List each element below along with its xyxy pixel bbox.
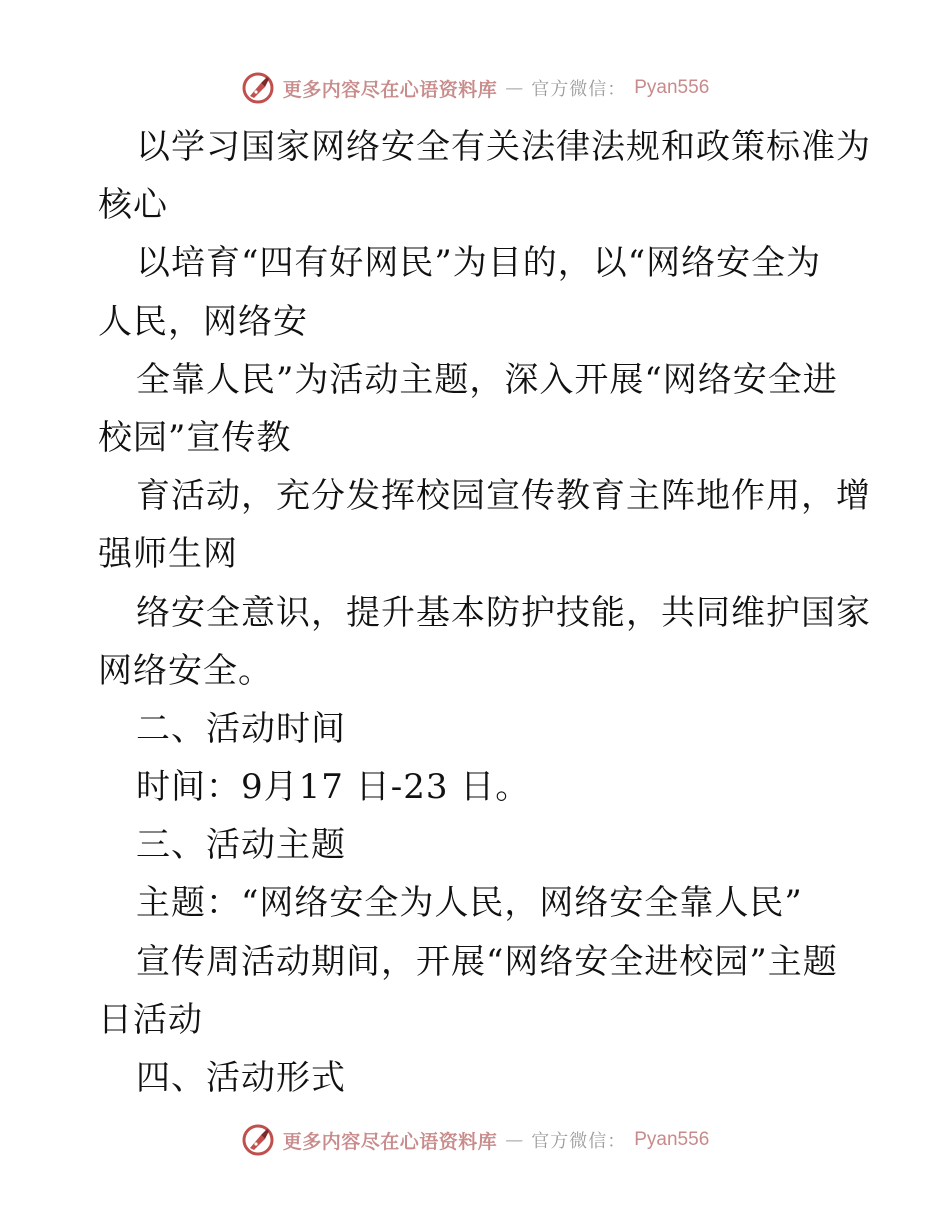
banner-title: 更多内容尽在心语资料库 <box>282 1130 498 1153</box>
banner-dash: — <box>505 1129 524 1151</box>
paragraph-line: 时间：9月17 日-23 日。 <box>136 767 531 808</box>
section-heading-activity-time: 二、活动时间 <box>136 708 346 749</box>
paragraph-line: 校园”宣传教 <box>98 417 292 458</box>
pen-nib-logo-icon <box>241 1123 275 1157</box>
banner-wechat-id: Pyan556 <box>634 77 710 98</box>
footer-watermark-banner <box>0 1120 950 1160</box>
paragraph-line: 以学习国家网络安全有关法律法规和政策标准为 <box>136 127 871 167</box>
paragraph-line: 网络安全。 <box>98 650 273 691</box>
section-heading-activity-form: 四、活动形式 <box>136 1058 346 1098</box>
header-watermark-banner <box>0 68 950 108</box>
banner-dash: — <box>505 77 524 99</box>
paragraph-line: 育活动，充分发挥校园宣传教育主阵地作用，增 <box>136 476 871 517</box>
banner-wechat-label: 官方微信： <box>531 1131 627 1152</box>
pen-nib-logo-icon <box>241 71 275 105</box>
banner-wechat-label: 官方微信： <box>531 79 627 100</box>
paragraph-line: 核心 <box>98 185 168 226</box>
section-heading-activity-theme: 三、活动主题 <box>136 825 346 866</box>
paragraph-line: 络安全意识，提升基本防护技能，共同维护国家 <box>136 592 871 633</box>
paragraph-line: 全靠人民”为活动主题，深入开展“网络安全进 <box>136 359 838 400</box>
banner-title: 更多内容尽在心语资料库 <box>282 78 498 101</box>
banner-wechat-id: Pyan556 <box>634 1129 710 1150</box>
paragraph-line: 人民，网络安 <box>98 301 308 342</box>
paragraph-line: 主题：“网络安全为人民，网络安全靠人民” <box>136 883 803 924</box>
paragraph-line: 日活动 <box>98 999 203 1040</box>
document-body <box>98 118 871 1107</box>
paragraph-line: 强师生网 <box>98 534 238 575</box>
paragraph-line: 以培育“四有好网民”为目的，以“网络安全为 <box>136 243 822 284</box>
paragraph-line: 宣传周活动期间，开展“网络安全进校园”主题 <box>136 941 838 982</box>
